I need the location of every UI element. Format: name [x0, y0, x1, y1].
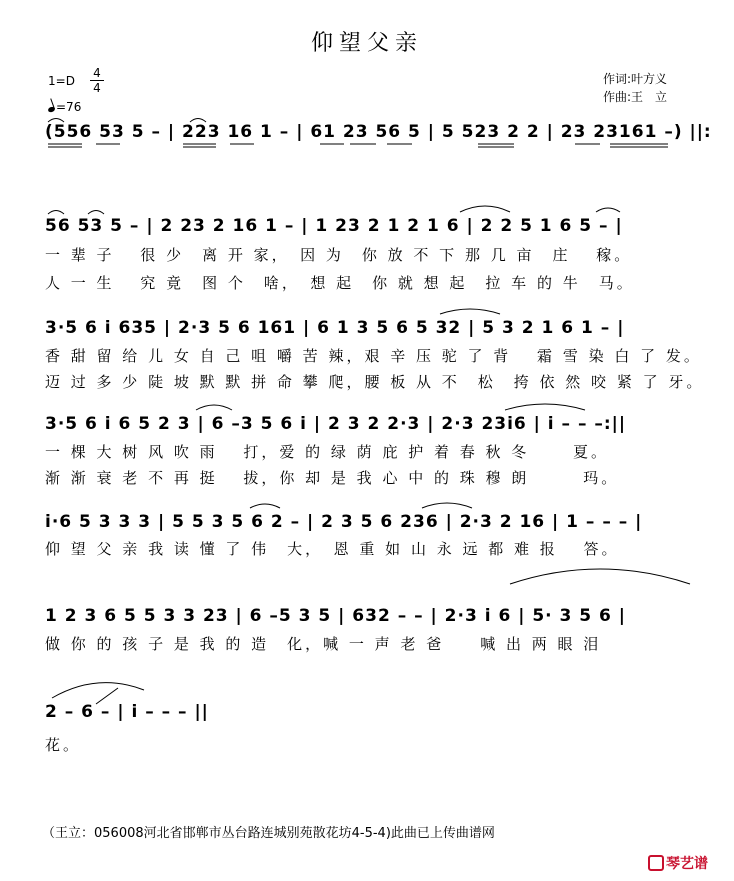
notation-line-6: 1 2 3 6 5 5 3 3 23 | 6 –5 3 5 | 632 – – | 2·3 i 6 | 5· 3 5 6 | — [45, 606, 626, 626]
slur-mark — [422, 503, 472, 508]
lyric-line-4-verse-1: 一 棵 大 树 风 吹 雨 打，爱 的 绿 荫 庇 护 着 春 秋 冬 夏。 — [45, 443, 610, 461]
lyric-line-7: 花。 — [45, 736, 82, 754]
site-logo — [648, 852, 708, 873]
lyric-line-5: 仰 望 父 亲 我 读 懂 了 伟 大， 恩 重 如 山 永 远 都 难 报 答。 — [45, 540, 620, 558]
lyric-line-6: 做 你 的 孩 子 是 我 的 造 化，喊 一 声 老 爸 喊 出 两 眼 泪 — [45, 635, 602, 653]
key-signature: 1=D — [48, 74, 75, 88]
notation-line-2: 56 53 5 – | 2 23 2 16 1 – | 1 23 2 1 2 1 6 | 2 2 5 1 6 5 – | — [45, 216, 623, 236]
slur-mark — [460, 206, 510, 212]
logo-text: 琴艺谱 — [666, 856, 708, 872]
slur-mark — [250, 504, 280, 508]
slur-mark — [596, 208, 620, 212]
tempo-value: =76 — [56, 100, 82, 114]
logo-icon — [648, 855, 664, 871]
slur-mark — [88, 211, 104, 215]
lyric-line-3-verse-1: 香 甜 留 给 儿 女 自 己 咀 嚼 苦 辣，艰 辛 压 驼 了 背 霜 雪 染 白 了 发。 — [45, 347, 702, 365]
lyric-line-2-verse-1: 一 辈 子 很 少 离 开 家， 因 为 你 放 不 下 那 几 亩 庄 稼。 — [45, 246, 633, 264]
notation-line-1: (556 53 5 – | 223 16 1 – | 61 23 56 5 | 5 523 2 2 | 23 23161 –) ||: — [45, 122, 712, 142]
slur-mark — [440, 309, 500, 314]
slur-mark — [52, 683, 144, 698]
lyric-line-3-verse-2: 迈 过 多 少 陡 坡 默 默 拼 命 攀 爬，腰 板 从 不 松 挎 依 然 咬 紧 了 牙。 — [45, 373, 705, 391]
time-signature-bottom: 4 — [90, 80, 104, 95]
notation-line-7: 2 – 6 – | i – – – || — [45, 702, 209, 722]
composer-credit: 作曲:王 立 — [603, 90, 668, 104]
notation-line-4: 3·5 6 i 6 5 2 3 | 6 –3 5 6 i | 2 3 2 2·3 | 2·3 23i6 | i – – –:|| — [45, 414, 627, 434]
song-title: 仰望父亲 — [310, 31, 423, 56]
footer-note: （王立：056008河北省邯郸市丛台路连城别苑散花坊4-5-4)此曲已上传曲谱网 — [42, 826, 495, 841]
slur-mark — [505, 404, 585, 410]
notation-line-3: 3·5 6 i 635 | 2·3 5 6 161 | 6 1 3 5 6 5 32 | 5 3 2 1 6 1 – | — [45, 318, 625, 338]
lyricist-credit: 作词:叶方义 — [603, 72, 668, 86]
time-signature-top: 4 — [93, 66, 101, 80]
time-signature — [90, 66, 104, 95]
notation-line-5: i·6 5 3 3 3 | 5 5 3 5 6 2 – | 2 3 5 6 236 | 2·3 2 16 | 1 – – – | — [45, 512, 643, 532]
tempo-marking — [48, 100, 81, 114]
lyric-line-4-verse-2: 渐 渐 衰 老 不 再 挺 拔，你 却 是 我 心 中 的 珠 穆 朗 玛。 — [45, 469, 620, 487]
quarter-note-icon — [47, 106, 55, 113]
slur-mark — [48, 211, 64, 215]
slur-mark — [196, 405, 232, 410]
credits — [603, 70, 667, 106]
lyric-line-2-verse-2: 人 一 生 究 竟 图 个 啥， 想 起 你 就 想 起 拉 车 的 牛 马。 — [45, 274, 635, 292]
slur-mark — [510, 569, 690, 584]
